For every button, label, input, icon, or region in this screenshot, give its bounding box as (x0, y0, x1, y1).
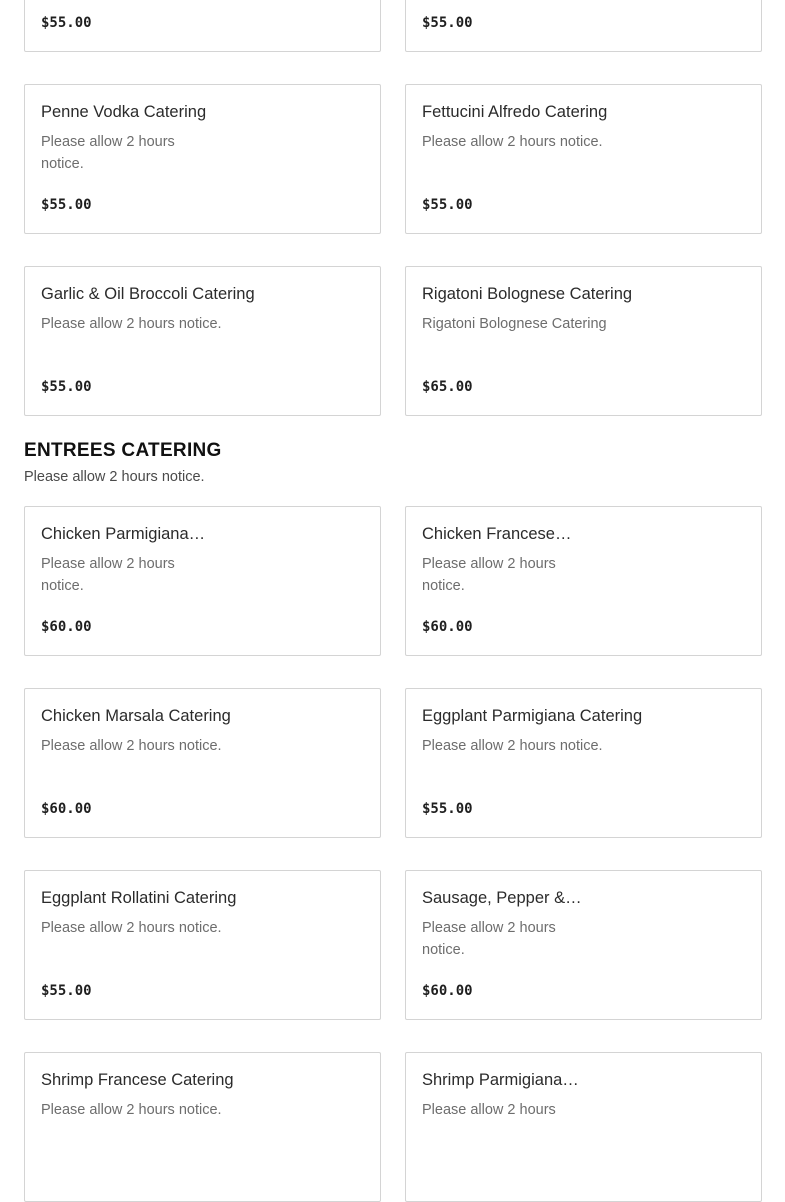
item-name: Eggplant Rollatini Catering (41, 889, 237, 907)
item-name: Chicken Marsala Catering (41, 707, 231, 725)
menu-item-card[interactable] (24, 0, 381, 52)
item-name: Rigatoni Bolognese Catering (422, 285, 633, 303)
menu-item-card[interactable] (405, 266, 762, 416)
menu-item-card[interactable] (405, 1052, 762, 1202)
item-price: $60.00 (422, 619, 473, 635)
menu-item-card[interactable] (24, 1052, 381, 1202)
item-description: Please allow 2 hours notice. (41, 1102, 222, 1118)
item-name: Shrimp Francese Catering (41, 1071, 234, 1089)
item-description: Please allow 2 hours notice. (41, 134, 175, 172)
menu-item-card[interactable] (24, 870, 381, 1020)
menu-item-card[interactable] (405, 688, 762, 838)
menu-item-card[interactable] (405, 870, 762, 1020)
item-price: $60.00 (422, 983, 473, 999)
item-description: Please allow 2 hours notice. (41, 738, 222, 754)
item-name: Fettucini Alfredo Catering (422, 103, 608, 121)
menu-item-card[interactable] (24, 506, 381, 656)
menu-item-card[interactable] (405, 506, 762, 656)
item-name: Penne Vodka Catering (41, 103, 207, 121)
menu-item-card[interactable] (24, 688, 381, 838)
item-name: Garlic & Oil Broccoli Catering (41, 285, 255, 303)
item-price: $55.00 (41, 15, 92, 31)
item-price: $55.00 (41, 197, 92, 213)
item-price: $55.00 (422, 801, 473, 817)
item-description: Please allow 2 hours (422, 1102, 556, 1118)
item-description: Please allow 2 hours notice. (422, 134, 603, 150)
item-description: Please allow 2 hours notice. (422, 738, 603, 754)
section-subtitle: Please allow 2 hours notice. (24, 469, 205, 485)
section-title: ENTREES CATERING (24, 440, 222, 461)
item-description: Rigatoni Bolognese Catering (422, 316, 607, 332)
item-name: Shrimp Parmigiana… (422, 1071, 579, 1089)
item-price: $55.00 (422, 15, 473, 31)
item-name: Chicken Francese… (422, 525, 572, 543)
item-description: Please allow 2 hours notice. (422, 556, 556, 594)
item-description: Please allow 2 hours notice. (41, 920, 222, 936)
item-price: $65.00 (422, 379, 473, 395)
item-description: Please allow 2 hours notice. (422, 920, 556, 958)
item-description: Please allow 2 hours notice. (41, 556, 175, 594)
item-name: Eggplant Parmigiana Catering (422, 707, 643, 725)
menu-item-card[interactable] (24, 84, 381, 234)
item-price: $60.00 (41, 801, 92, 817)
menu-item-card[interactable] (405, 84, 762, 234)
item-price: $55.00 (41, 379, 92, 395)
item-price: $60.00 (41, 619, 92, 635)
item-name: Chicken Parmigiana… (41, 525, 206, 543)
item-price: $55.00 (422, 197, 473, 213)
menu-item-card[interactable] (405, 0, 762, 52)
menu-item-card[interactable] (24, 266, 381, 416)
item-description: Please allow 2 hours notice. (41, 316, 222, 332)
item-name: Sausage, Pepper &… (422, 889, 582, 907)
item-price: $55.00 (41, 983, 92, 999)
